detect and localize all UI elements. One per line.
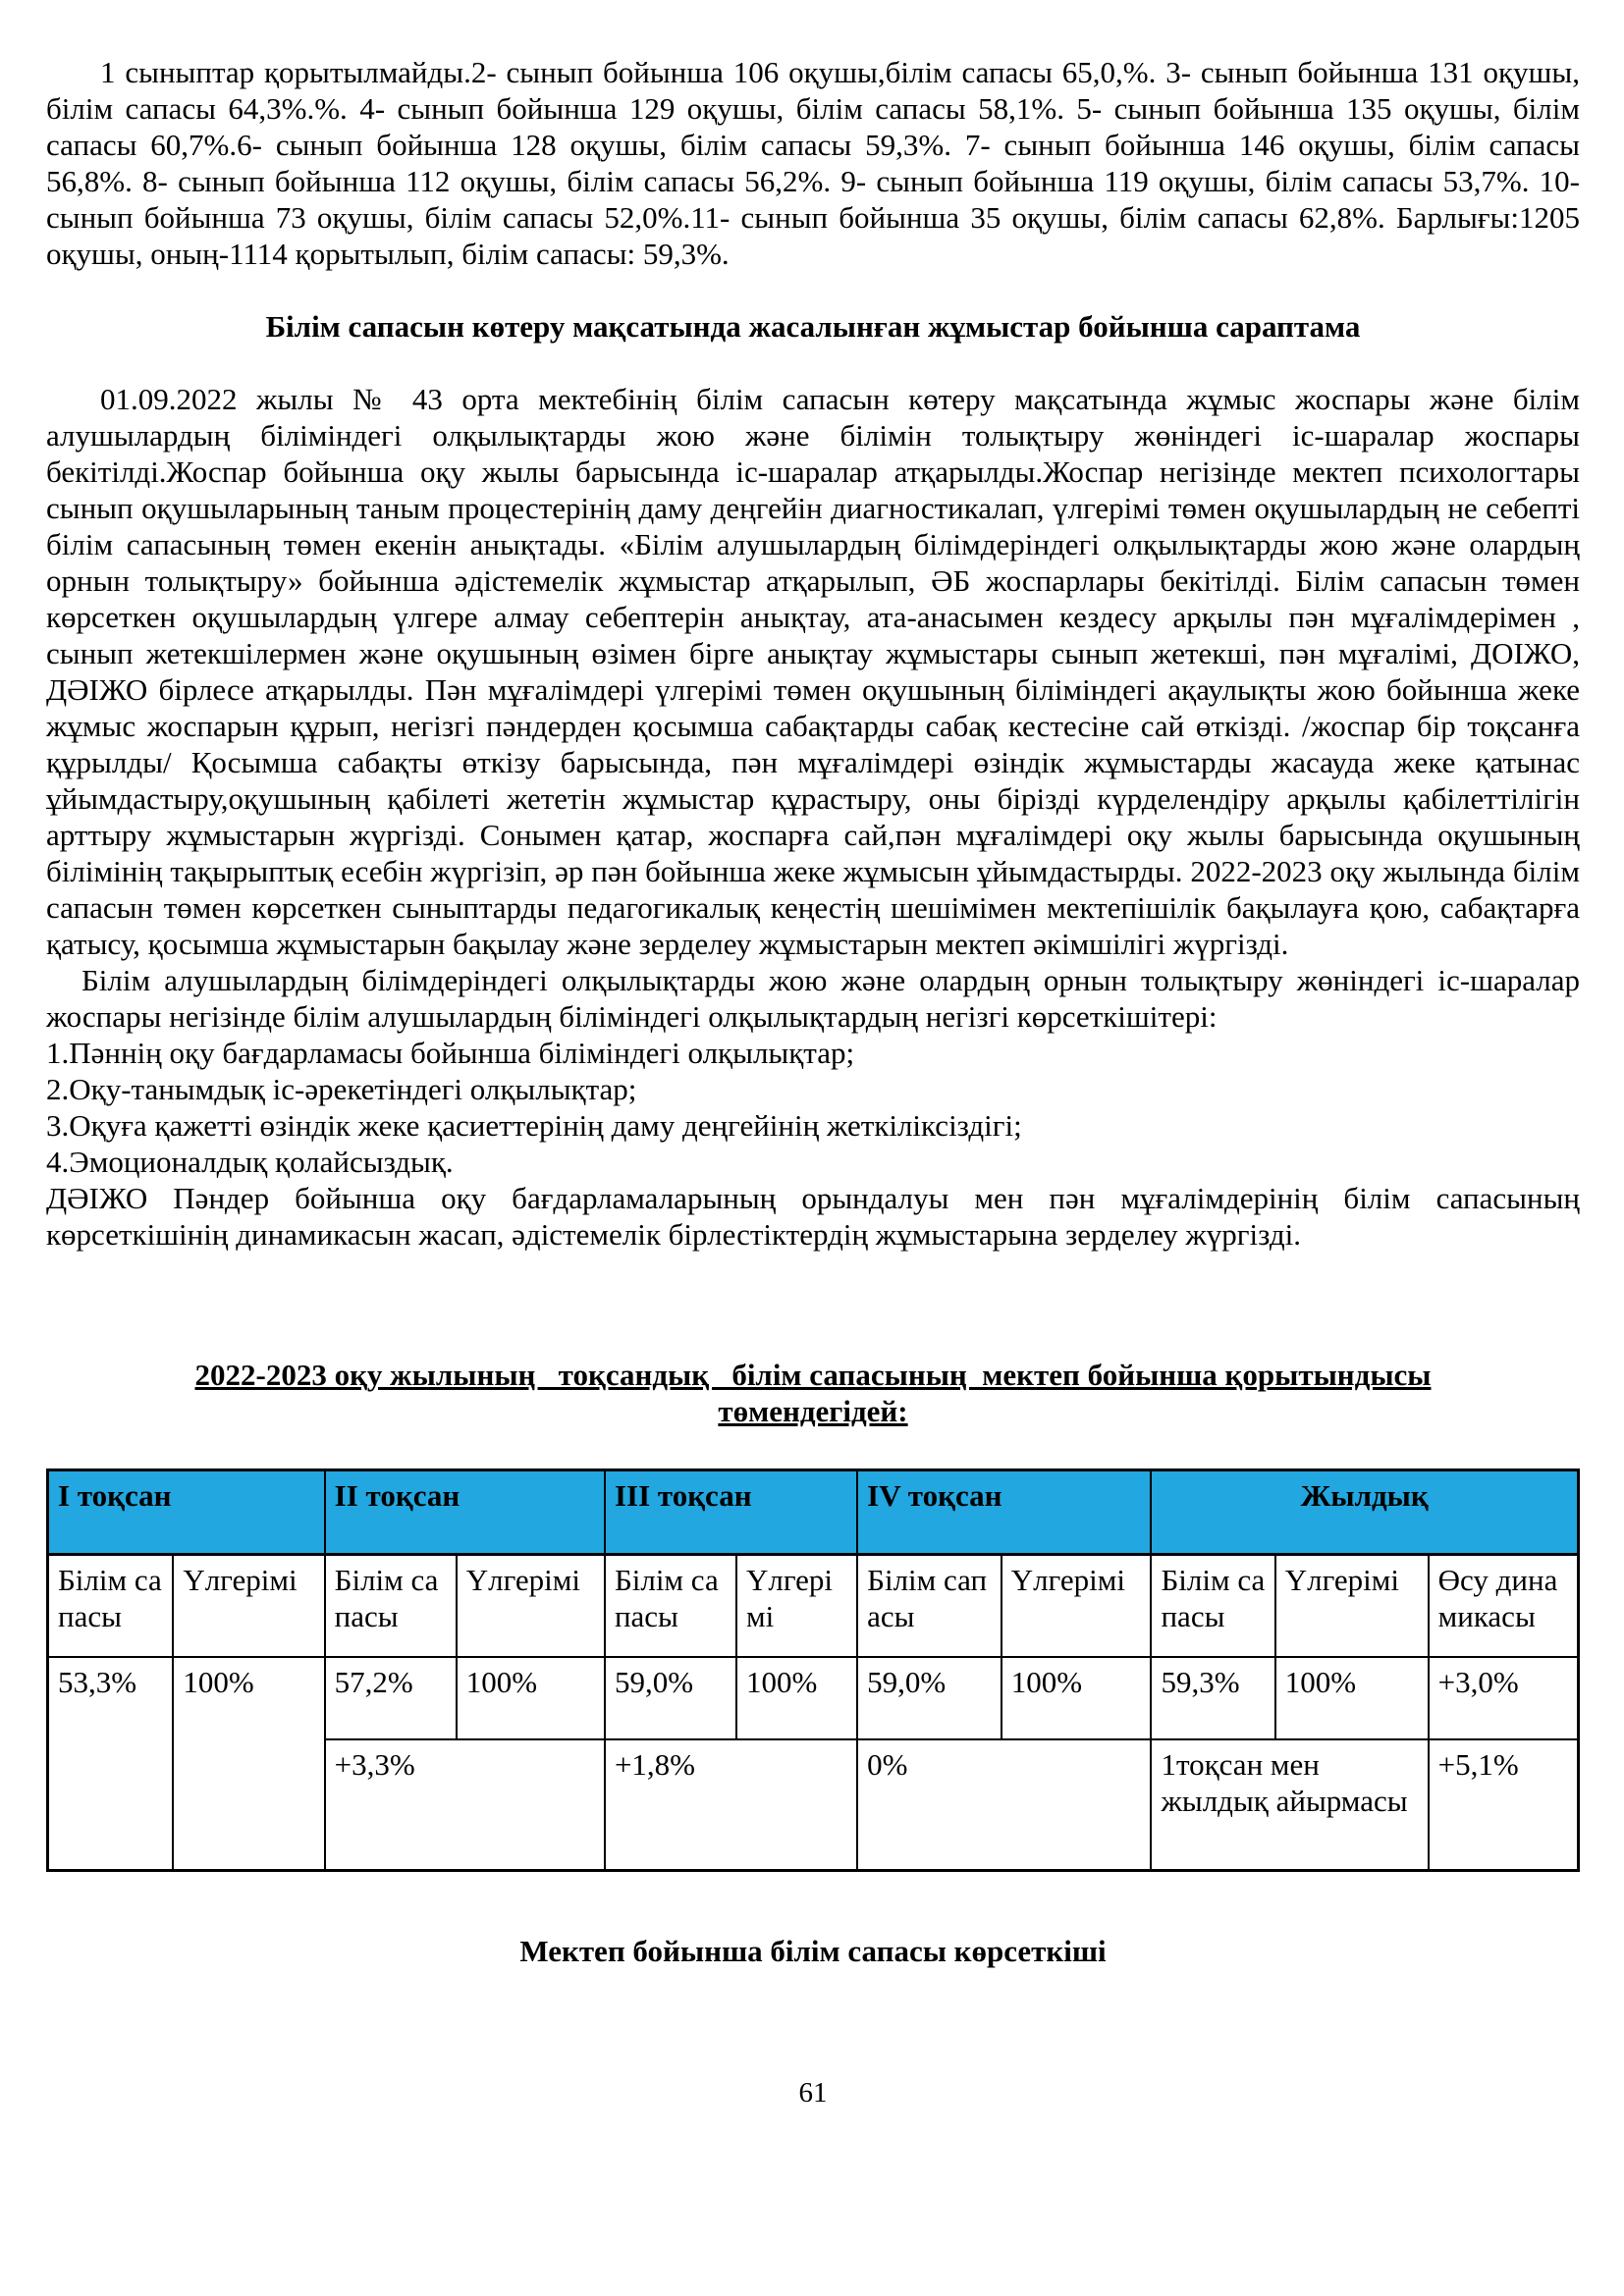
- value-cell: 59,0%: [857, 1657, 1001, 1739]
- criteria-intro-paragraph: Білім алушылардың білімдеріндегі олқылықтарды жою және олардың орнын толықтыру жөніндегі іс-шаралар жоспары негізінде білім алушылардың біліміндегі олқылықтардың негізгі көрсеткішітері:: [46, 963, 1580, 1034]
- list-item: 2.Оқу-танымдық іс-әрекетіндегі олқылықтар;: [46, 1072, 637, 1106]
- subheader-cell: Үлгерімі: [1001, 1555, 1152, 1657]
- subheader-cell: Білім сапасы: [48, 1555, 174, 1657]
- subheader-cell: Үлгерімі: [173, 1555, 324, 1657]
- group-header-annual: Жылдық: [1151, 1470, 1578, 1555]
- group-header-q3: ІІІ тоқсан: [605, 1470, 857, 1555]
- value-cell: 100%: [173, 1657, 324, 1871]
- delta-cell: 1тоқсан мен жылдық айырмасы: [1151, 1739, 1428, 1871]
- value-cell: 100%: [457, 1657, 605, 1739]
- daijo-paragraph: ДӘІЖО Пәндер бойынша оқу бағдарламаларының орындалуы мен пән мұғалімдерінің білім сапасының көрсеткішінің динамикасын жасап, әдістемелік бірлестіктердің жұмыстарына зерделеу жүргізді.: [46, 1181, 1580, 1252]
- value-cell: 100%: [736, 1657, 857, 1739]
- delta-cell: +3,3%: [325, 1739, 605, 1871]
- table-heading-line2: төмендегідей:: [718, 1394, 908, 1428]
- value-cell: 59,3%: [1151, 1657, 1274, 1739]
- table-data-row: [48, 1657, 1579, 1739]
- section-heading: Білім сапасын көтеру мақсатында жасалынған жұмыстар бойынша сараптама: [265, 309, 1361, 344]
- table-subheader-row: [48, 1555, 1579, 1657]
- value-cell: 100%: [1275, 1657, 1429, 1739]
- list-item: 3.Оқуға қажетті өзіндік жеке қасиеттерінің даму деңгейінің жеткіліксіздігі;: [46, 1108, 1022, 1143]
- page-number: 61: [798, 2077, 828, 2109]
- main-paragraph: 01.09.2022 жылы № 43 орта мектебінің білім сапасын көтеру мақсатында жұмыс жоспары және білім алушылардың біліміндегі олқылықтарды жою және білімін толықтыру жөніндегі іс-шаралар жоспары бекітілді.Жоспар бойынша оқу жылы барысында іс-шаралар атқарылды.Жоспар негізінде мектеп психологтары сынып оқушыларының таным процестерінің даму деңгейін диагностикалап, үлгерімі төмен оқушылардың не себепті білім сапасының төмен екенін анықтады. «Білім алушылардың білімдеріндегі олқылықтарды жою және олардың орнын толықтыру» бойынша әдістемелік жұмыстар атқарылып, ӘБ жоспарлары бекітілді. Білім сапасын төмен көрсеткен оқушылардың үлгере алмау себептерін анықтау, ата-анасымен кездесу арқылы пән мұғалімдерімен , сынып жетекшілермен және оқушының өзімен бірге анықтау жұмыстары сынып жетекші, пән мұғалімі, ДОІЖО, ДӘІЖО бірлесе атқарылды. Пән мұғалімдері үлгерімі төмен оқушының біліміндегі ақаулықты жою бойынша жеке жұмыс жоспарын құрып, негізгі пәндерден қосымша сабақтарды сабақ кестесіне сай өткізді. /жоспар бір тоқсанға құрылды/ Қосымша сабақты өткізу барысында, пән мұғалімдері өзіндік жұмыстарды жасауда жеке қатынас ұйымдастыру,оқушының қабілеті жететін жұмыстар құрастыру, оны бірізді күрделендіру арқылы қабілеттілігін арттыру жұмыстарын жүргізді. Сонымен қатар, жоспарға сай,пән мұғалімдері оқу жылы барысында оқушының білімінің тақырыптық есебін жүргізіп, әр пән бойынша жеке жұмысын ұйымдастырды. 2022-2023 оқу жылында білім сапасын төмен көрсеткен сыныптарды педагогикалық кеңестің шешімімен мектепішілік бақылауға қою, сабақтарға қатысу, қосымша жұмыстарын бақылау және зерделеу жұмыстарын мектеп әкімшілігі жүргізді.: [46, 382, 1580, 961]
- subheader-cell: Өсу динамикасы: [1429, 1555, 1579, 1657]
- table-group-header-row: [48, 1470, 1579, 1555]
- group-header-q4: IV тоқсан: [857, 1470, 1151, 1555]
- value-cell: 59,0%: [605, 1657, 736, 1739]
- table-heading-line1: 2022-2023 оқу жылының тоқсандық білім сапасының мектеп бойынша қорытындысы: [194, 1358, 1432, 1392]
- value-cell: 100%: [1001, 1657, 1152, 1739]
- group-header-q1: І тоқсан: [48, 1470, 325, 1555]
- delta-cell: +1,8%: [605, 1739, 857, 1871]
- delta-cell: +5,1%: [1429, 1739, 1579, 1871]
- value-cell: 57,2%: [325, 1657, 457, 1739]
- subheader-cell: Білім сапасы: [1151, 1555, 1274, 1657]
- group-header-q2: ІІ тоқсан: [325, 1470, 605, 1555]
- delta-cell: 0%: [857, 1739, 1151, 1871]
- value-cell: +3,0%: [1429, 1657, 1579, 1739]
- subheader-cell: Білім сапасы: [857, 1555, 1001, 1657]
- intro-paragraph: 1 сыныптар қорытылмайды.2- сынып бойынша 106 оқушы,білім сапасы 65,0,%. 3- сынып бойынша 131 оқушы, білім сапасы 64,3%.%. 4- сынып бойынша 129 оқушы, білім сапасы 58,1%. 5- сынып бойынша 135 оқушы, білім сапасы 60,7%.6- сынып бойынша 128 оқушы, білім сапасы 59,3%. 7- сынып бойынша 146 оқушы, білім сапасы 56,8%. 8- сынып бойынша 112 оқушы, білім сапасы 56,2%. 9- сынып бойынша 119 оқушы, білім сапасы 53,7%. 10- сынып бойынша 73 оқушы, білім сапасы 52,0%.11- сынып бойынша 35 оқушы, білім сапасы 62,8%. Барлығы:1205 оқушы, оның-1114 қорытылып, білім сапасы: 59,3%.: [46, 55, 1580, 271]
- list-item: 4.Эмоционалдық қолайсыздық.: [46, 1145, 454, 1179]
- results-table: [46, 1468, 1580, 1872]
- subheader-cell: Білім сапасы: [325, 1555, 457, 1657]
- subheader-cell: Білім сапасы: [605, 1555, 736, 1657]
- subheader-cell: Үлгерімі: [736, 1555, 857, 1657]
- subheader-cell: Үлгерімі: [1275, 1555, 1429, 1657]
- subheader-cell: Үлгерімі: [457, 1555, 605, 1657]
- criteria-list: [46, 1035, 1580, 1180]
- list-item: 1.Пәннің оқу бағдарламасы бойынша біліміндегі олқылықтар;: [46, 1036, 855, 1070]
- table-heading: [46, 1357, 1580, 1429]
- table-caption: Мектеп бойынша білім сапасы көрсеткіші: [519, 1934, 1107, 1968]
- value-cell: 53,3%: [48, 1657, 174, 1871]
